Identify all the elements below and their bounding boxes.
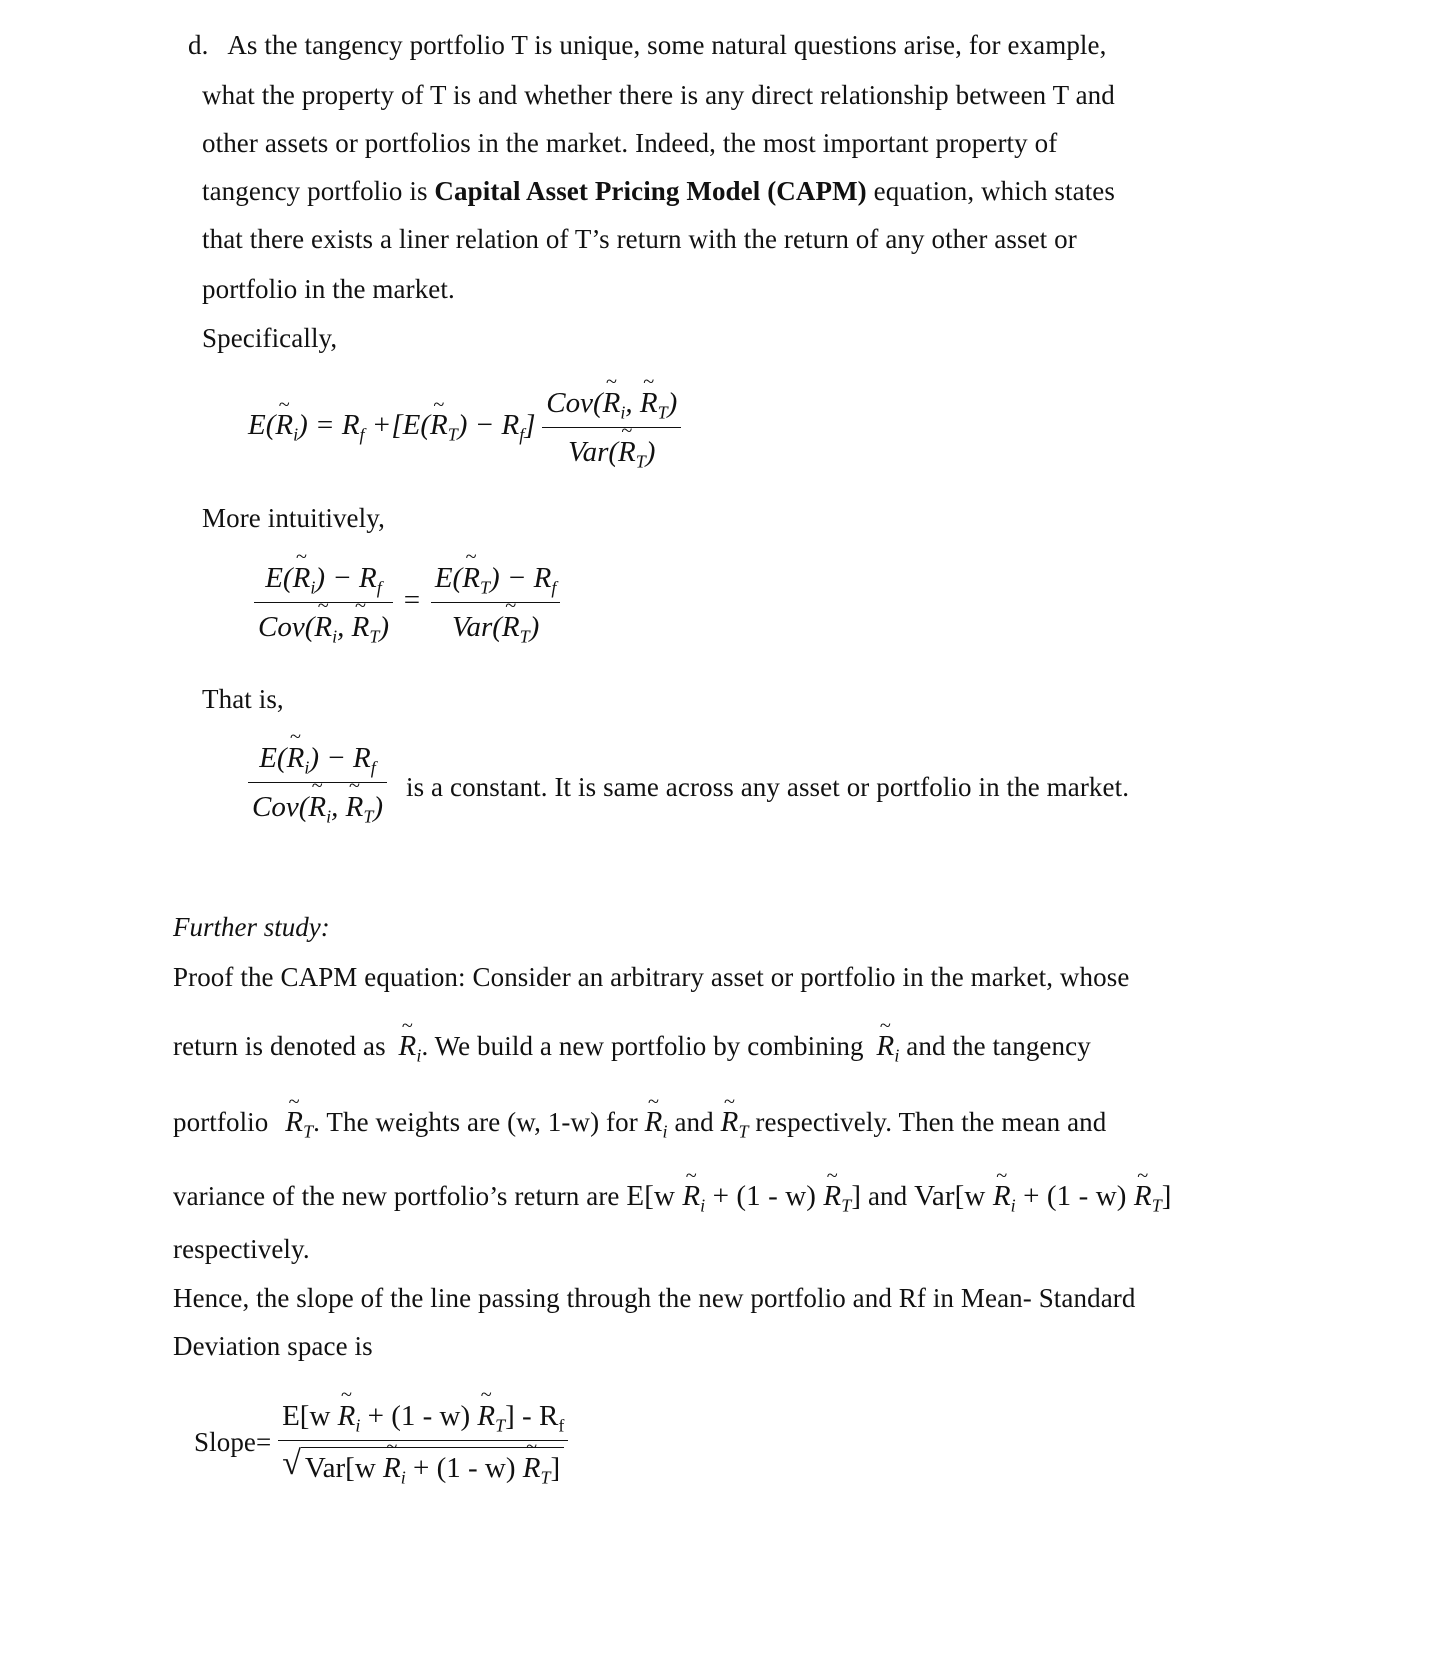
intuitive-equation: $\frac{E(\sim R_i) - R_f}{Cov(\sim R_i, \sim R_T)}$ = $\frac{E(\sim R_T) - R_f}{Var(\sim R_T)}$: [254, 560, 560, 646]
para-d-line-2: what the property of T is and whether there is any direct relationship between T and: [202, 80, 1115, 110]
para-d-line-4: [202, 176, 1115, 207]
further-study-line-7: Deviation space is: [173, 1331, 373, 1361]
capm-equation: E(~ $R_i) = R_f$ +[E(~ $R_T) - R_f$] $\frac{Cov(\sim R_i, \sim R_T)}{Var(\sim R_T)}$: [248, 385, 681, 471]
constant-equation: $\frac{E(\sim R_i) - R_f}{Cov(\sim R_i, \sim R_T)}$: [248, 740, 387, 826]
para-d-line-6: portfolio in the market.: [202, 274, 455, 304]
para-d-line-4-pre: tangency portfolio is: [202, 176, 428, 206]
slope-equation: Slope= E[w ~ $R_i + (1 - w)$ ~ $R_T] - R_f$ √ Var[w ~ $R_i + (1 - w)$ ~ $R_T$]: [194, 1398, 568, 1487]
that-is-label: That is,: [202, 684, 284, 714]
further-study-line-6: Hence, the slope of the line passing through the new portfolio and Rf in Mean- Standard: [173, 1283, 1136, 1313]
para-d-line-1: [188, 30, 1106, 61]
specifically-label: Specifically,: [202, 323, 338, 353]
further-study-line-5: respectively.: [173, 1234, 310, 1264]
further-study-line-4: variance of the new portfolio’s return are E[w ~ $R_i + (1 - w)$ ~ $R_T$] and Var[w ~ $R_i + (1 - w)$ ~ $R_T$]: [173, 1180, 1172, 1213]
further-study-heading: Further study:: [173, 912, 330, 942]
para-d-text-1: As the tangency portfolio T is unique, some natural questions arise, for example,: [227, 30, 1107, 60]
para-d-line-4-post: equation, which states: [873, 176, 1115, 206]
para-d-line-3: other assets or portfolios in the market. Indeed, the most important property of: [202, 128, 1058, 158]
further-study-line-1: Proof the CAPM equation: Consider an arbitrary asset or portfolio in the market, whose: [173, 962, 1130, 992]
slope-label: Slope=: [194, 1426, 272, 1457]
para-d-marker: d.: [188, 30, 209, 60]
further-study-line-2: return is denoted as ~ $R_i$. We build a new portfolio by combining ~ $R_i$ and the tangency: [173, 1030, 1091, 1063]
constant-statement: is a constant. It is same across any asset or portfolio in the market.: [406, 772, 1130, 802]
more-intuitively-label: More intuitively,: [202, 503, 385, 533]
capm-term: Capital Asset Pricing Model (CAPM): [434, 176, 867, 206]
para-d-line-5: that there exists a liner relation of T’s return with the return of any other asset or: [202, 224, 1077, 254]
further-study-line-3: portfolio ~ $R_T$. The weights are (w, 1-w) for ~ $R_i$ and ~ $R_T$ respectively. Then the mean and: [173, 1106, 1106, 1139]
